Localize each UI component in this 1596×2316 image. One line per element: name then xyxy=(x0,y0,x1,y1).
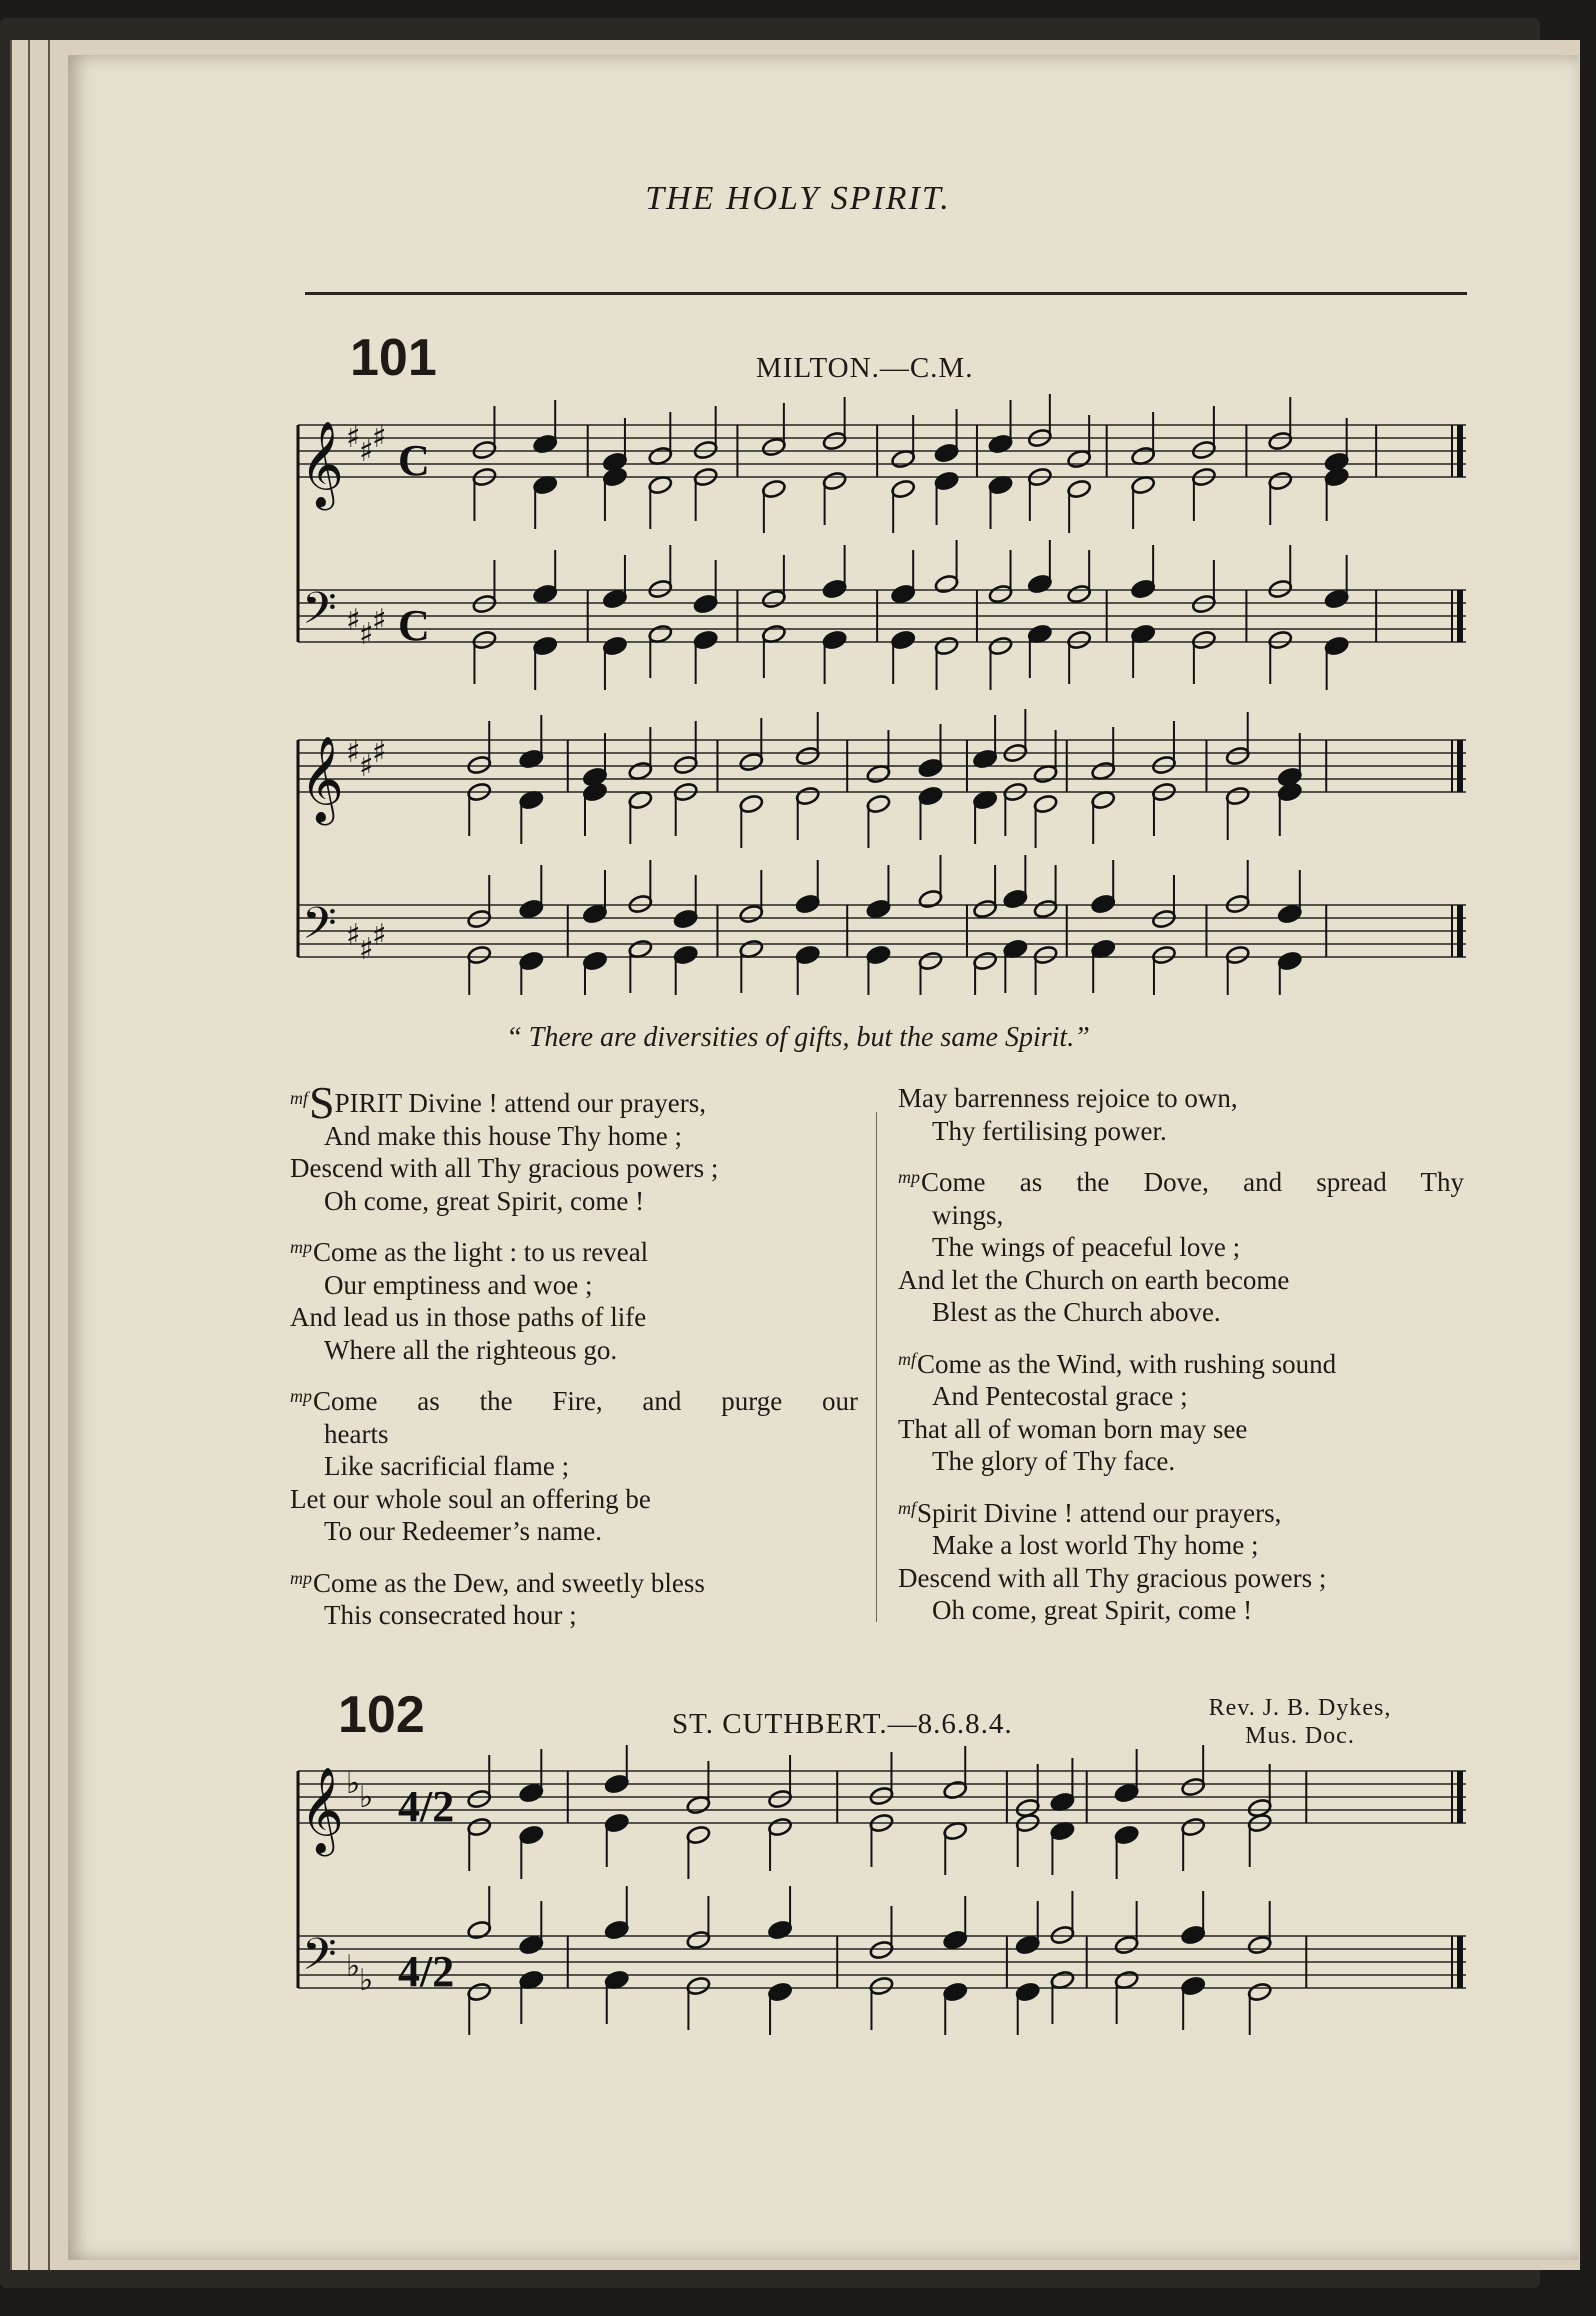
time-signature: C xyxy=(398,436,430,485)
tune-name-st-cuthbert: ST. CUTHBERT.—8.6.8.4. xyxy=(672,1708,1013,1740)
note-head xyxy=(472,630,497,651)
note-head xyxy=(1066,479,1091,500)
note-head xyxy=(467,1817,492,1838)
verse-line xyxy=(290,1185,858,1218)
note-head xyxy=(1324,467,1349,488)
verse-text: Blest as the Church above. xyxy=(932,1297,1221,1327)
composer-degree: Mus. Doc. xyxy=(1245,1723,1355,1749)
note-head xyxy=(866,899,891,920)
note-head xyxy=(1033,945,1058,966)
hymn-number-102: 102 xyxy=(338,1686,425,1744)
note-head xyxy=(988,636,1013,657)
key-signature: ♯ xyxy=(372,603,387,638)
note-head xyxy=(795,894,820,915)
treble-clef: 𝄞 xyxy=(300,1767,344,1853)
dynamic-marking: mp xyxy=(290,1567,312,1588)
treble-clef: 𝄞 xyxy=(300,736,344,822)
note-head xyxy=(866,794,891,815)
note-head xyxy=(673,945,698,966)
header-rule xyxy=(305,292,1467,295)
note-head xyxy=(582,904,607,925)
note-head xyxy=(918,951,943,972)
verse-text: Descend with all Thy gracious powers ; xyxy=(898,1562,1327,1593)
note-head xyxy=(869,1940,894,1961)
note-head xyxy=(673,755,698,776)
key-signature: ♯ xyxy=(359,932,374,967)
key-signature: ♯ xyxy=(372,420,387,455)
note-head xyxy=(1225,945,1250,966)
note-head xyxy=(1191,630,1216,651)
note-head xyxy=(1180,1925,1205,1946)
note-head xyxy=(519,951,544,972)
note-head xyxy=(943,1930,968,1951)
verse-text: Descend with all Thy gracious powers ; xyxy=(290,1153,719,1183)
note-head xyxy=(1277,904,1302,925)
note-head xyxy=(918,758,943,779)
key-signature: ♯ xyxy=(346,735,361,770)
note-head xyxy=(519,1783,544,1804)
note-head xyxy=(604,1920,629,1941)
verse-text: Spirit Divine ! attend our prayers, xyxy=(917,1497,1282,1528)
note-head xyxy=(1225,894,1250,915)
verse-line xyxy=(898,1231,1464,1264)
time-signature: 4/2 xyxy=(398,1947,455,1996)
note-head xyxy=(693,630,718,651)
verse-text: Come as the light : to us reveal xyxy=(313,1237,649,1267)
note-head xyxy=(890,630,915,651)
verse-text: Oh come, great Spirit, come ! xyxy=(324,1185,645,1216)
running-head: THE HOLY SPIRIT. xyxy=(645,180,951,217)
note-head xyxy=(918,786,943,807)
note-head xyxy=(1268,630,1293,651)
note-head xyxy=(761,437,786,458)
note-head xyxy=(1114,1783,1139,1804)
key-signature: ♭ xyxy=(346,1949,361,1984)
tune-name-milton: MILTON.—C.M. xyxy=(756,352,974,384)
note-head xyxy=(1033,794,1058,815)
note-head xyxy=(1191,440,1216,461)
note-head xyxy=(761,479,786,500)
note-head xyxy=(767,1789,792,1810)
verse-text: hearts xyxy=(324,1418,389,1449)
note-head xyxy=(1277,782,1302,803)
note-head xyxy=(988,584,1013,605)
note-head xyxy=(1114,1825,1139,1846)
note-head xyxy=(869,1786,894,1807)
verse-line xyxy=(898,1115,1464,1148)
note-head xyxy=(890,479,915,500)
verse-line xyxy=(290,1450,858,1483)
drop-cap: S xyxy=(309,1077,335,1128)
note-head xyxy=(467,945,492,966)
verse-line xyxy=(898,1492,1464,1530)
note-head xyxy=(739,794,764,815)
note-head xyxy=(648,579,673,600)
verse-line xyxy=(898,1445,1464,1478)
note-head xyxy=(795,746,820,767)
verse-text: And make this house Thy home ; xyxy=(324,1120,682,1151)
verses-right-column xyxy=(898,1082,1464,1627)
note-head xyxy=(467,1920,492,1941)
note-head xyxy=(1180,1777,1205,1798)
note-head xyxy=(822,431,847,452)
hymn-number-101: 101 xyxy=(350,329,437,387)
verse-line xyxy=(898,1161,1464,1199)
dynamic-marking: mf xyxy=(290,1088,308,1108)
note-head xyxy=(1033,899,1058,920)
note-head xyxy=(739,752,764,773)
verse-text: Where all the righteous go. xyxy=(324,1334,618,1365)
note-head xyxy=(532,584,557,605)
note-head xyxy=(1151,909,1176,930)
note-head xyxy=(795,945,820,966)
composer-name: Rev. J. B. Dykes, xyxy=(1208,1695,1392,1721)
note-head xyxy=(472,594,497,615)
note-head xyxy=(602,589,627,610)
note-head xyxy=(519,1935,544,1956)
verse-text: Come as the Dove, and spread Thy xyxy=(921,1167,1464,1197)
note-head xyxy=(1180,1817,1205,1838)
note-head xyxy=(604,1774,629,1795)
note-head xyxy=(467,909,492,930)
verse-line xyxy=(290,1120,858,1153)
dynamic-marking: mp xyxy=(290,1237,312,1257)
note-head xyxy=(1130,579,1155,600)
note-head xyxy=(866,945,891,966)
key-signature: ♯ xyxy=(372,735,387,770)
verse-line xyxy=(898,1413,1464,1446)
time-signature: 4/2 xyxy=(398,1782,455,1831)
verse-line xyxy=(290,1077,858,1128)
treble-clef: 𝄞 xyxy=(300,421,344,507)
verse-text: Come as the Wind, with rushing sound xyxy=(917,1348,1337,1379)
verse-text: Let our whole soul an offering be xyxy=(290,1483,651,1514)
note-head xyxy=(972,899,997,920)
note-head xyxy=(972,951,997,972)
note-head xyxy=(467,755,492,776)
verse-line xyxy=(290,1301,858,1334)
time-signature: C xyxy=(398,601,430,650)
note-head xyxy=(532,636,557,657)
dynamic-marking: mp xyxy=(898,1167,920,1187)
verse-line xyxy=(898,1296,1464,1329)
verse-line xyxy=(898,1199,1464,1232)
verse-line xyxy=(290,1562,858,1600)
verse-text: Make a lost world Thy home ; xyxy=(932,1530,1259,1560)
note-head xyxy=(761,589,786,610)
note-head xyxy=(519,899,544,920)
note-head xyxy=(890,584,915,605)
note-head xyxy=(686,1930,711,1951)
key-signature: ♯ xyxy=(346,918,361,953)
note-head xyxy=(693,440,718,461)
key-signature: ♭ xyxy=(359,1963,374,1998)
note-head xyxy=(686,1976,711,1997)
bass-clef: 𝄢 xyxy=(302,897,337,960)
key-signature: ♭ xyxy=(359,1780,374,1815)
note-head xyxy=(519,1825,544,1846)
note-head xyxy=(582,782,607,803)
note-head xyxy=(943,1982,968,2003)
verses-left-column xyxy=(290,1077,858,1632)
note-head xyxy=(934,636,959,657)
verse-text: The glory of Thy face. xyxy=(932,1446,1176,1476)
note-head xyxy=(739,904,764,925)
column-divider xyxy=(876,1112,877,1622)
verse-text: PIRIT Divine ! attend our prayers, xyxy=(334,1088,707,1118)
verse-text: wings, xyxy=(932,1199,1004,1230)
note-head xyxy=(1180,1976,1205,1997)
note-head xyxy=(1114,1935,1139,1956)
note-head xyxy=(467,1982,492,2003)
note-head xyxy=(1277,951,1302,972)
note-head xyxy=(602,467,627,488)
key-signature: ♯ xyxy=(372,918,387,953)
note-head xyxy=(1324,589,1349,610)
verse-text: The wings of peaceful love ; xyxy=(932,1232,1241,1262)
key-signature: ♯ xyxy=(359,749,374,784)
verse-line xyxy=(290,1231,858,1269)
note-head xyxy=(693,594,718,615)
key-signature: ♯ xyxy=(346,603,361,638)
verse-line xyxy=(898,1594,1464,1627)
verse-text: Come as the Fire, and purge our xyxy=(313,1386,858,1416)
note-head xyxy=(1247,1935,1272,1956)
note-head xyxy=(686,1825,711,1846)
key-signature: ♯ xyxy=(346,420,361,455)
note-head xyxy=(582,951,607,972)
verse-text: This consecrated hour ; xyxy=(324,1600,577,1630)
note-head xyxy=(1015,1935,1040,1956)
note-head xyxy=(822,630,847,651)
note-head xyxy=(602,636,627,657)
composer-credit xyxy=(1160,1694,1440,1750)
note-head xyxy=(1225,746,1250,767)
dynamic-marking: mf xyxy=(898,1497,916,1518)
note-head xyxy=(1050,1925,1075,1946)
note-head xyxy=(604,1813,629,1834)
bass-clef: 𝄢 xyxy=(302,582,337,645)
verse-line xyxy=(290,1380,858,1418)
note-head xyxy=(1268,431,1293,452)
note-head xyxy=(467,1789,492,1810)
verse-line xyxy=(290,1599,858,1632)
note-head xyxy=(1225,786,1250,807)
note-head xyxy=(1090,894,1115,915)
verse-text: And let the Church on earth become xyxy=(898,1264,1290,1295)
dynamic-marking: mf xyxy=(898,1348,916,1369)
bass-clef: 𝄢 xyxy=(302,1928,337,1991)
verse-line xyxy=(898,1343,1464,1381)
note-head xyxy=(1191,594,1216,615)
verse-line xyxy=(290,1334,858,1367)
note-head xyxy=(1151,755,1176,776)
music-score-st-cuthbert xyxy=(290,1745,1480,2035)
note-head xyxy=(767,1982,792,2003)
verse-text: Oh come, great Spirit, come ! xyxy=(932,1595,1253,1625)
verse-text: Our emptiness and woe ; xyxy=(324,1269,593,1300)
verse-line xyxy=(898,1562,1464,1595)
note-head xyxy=(767,1920,792,1941)
note-head xyxy=(767,1817,792,1838)
verse-line xyxy=(898,1529,1464,1562)
note-head xyxy=(934,443,959,464)
note-head xyxy=(1066,584,1091,605)
note-head xyxy=(1003,889,1028,910)
verse-line xyxy=(290,1483,858,1516)
note-head xyxy=(1324,636,1349,657)
note-head xyxy=(822,471,847,492)
verse-text: And lead us in those paths of life xyxy=(290,1302,647,1332)
verse-text: May barrenness rejoice to own, xyxy=(898,1083,1238,1113)
verse-line xyxy=(898,1082,1464,1115)
note-head xyxy=(1151,945,1176,966)
note-head xyxy=(795,786,820,807)
note-head xyxy=(472,440,497,461)
note-head xyxy=(628,894,653,915)
verse-line xyxy=(290,1515,858,1548)
verse-line xyxy=(898,1380,1464,1413)
note-head xyxy=(1268,471,1293,492)
note-head xyxy=(1247,1982,1272,2003)
note-head xyxy=(1066,630,1091,651)
note-head xyxy=(869,1976,894,1997)
music-score-milton xyxy=(290,385,1480,995)
verse-text: Like sacrificial flame ; xyxy=(324,1451,570,1481)
key-signature: ♯ xyxy=(359,617,374,652)
note-head xyxy=(918,889,943,910)
verse-text: To our Redeemer’s name. xyxy=(324,1516,603,1546)
verse-line xyxy=(898,1264,1464,1297)
verse-line xyxy=(290,1152,858,1185)
verse-line xyxy=(290,1418,858,1451)
key-signature: ♭ xyxy=(346,1766,361,1801)
verse-text: Thy fertilising power. xyxy=(932,1115,1167,1146)
note-head xyxy=(934,574,959,595)
scripture-motto: “ There are diversities of gifts, but the same Spirit.” xyxy=(506,1022,1090,1053)
note-head xyxy=(822,579,847,600)
verse-line xyxy=(290,1269,858,1302)
note-head xyxy=(1268,579,1293,600)
note-head xyxy=(1027,574,1052,595)
dynamic-marking: mp xyxy=(290,1386,312,1406)
note-head xyxy=(1015,1982,1040,2003)
key-signature: ♯ xyxy=(359,434,374,469)
verse-text: And Pentecostal grace ; xyxy=(932,1381,1188,1411)
note-head xyxy=(673,909,698,930)
verse-text: Come as the Dew, and sweetly bless xyxy=(313,1567,705,1598)
verse-text: That all of woman born may see xyxy=(898,1413,1248,1444)
note-head xyxy=(934,471,959,492)
